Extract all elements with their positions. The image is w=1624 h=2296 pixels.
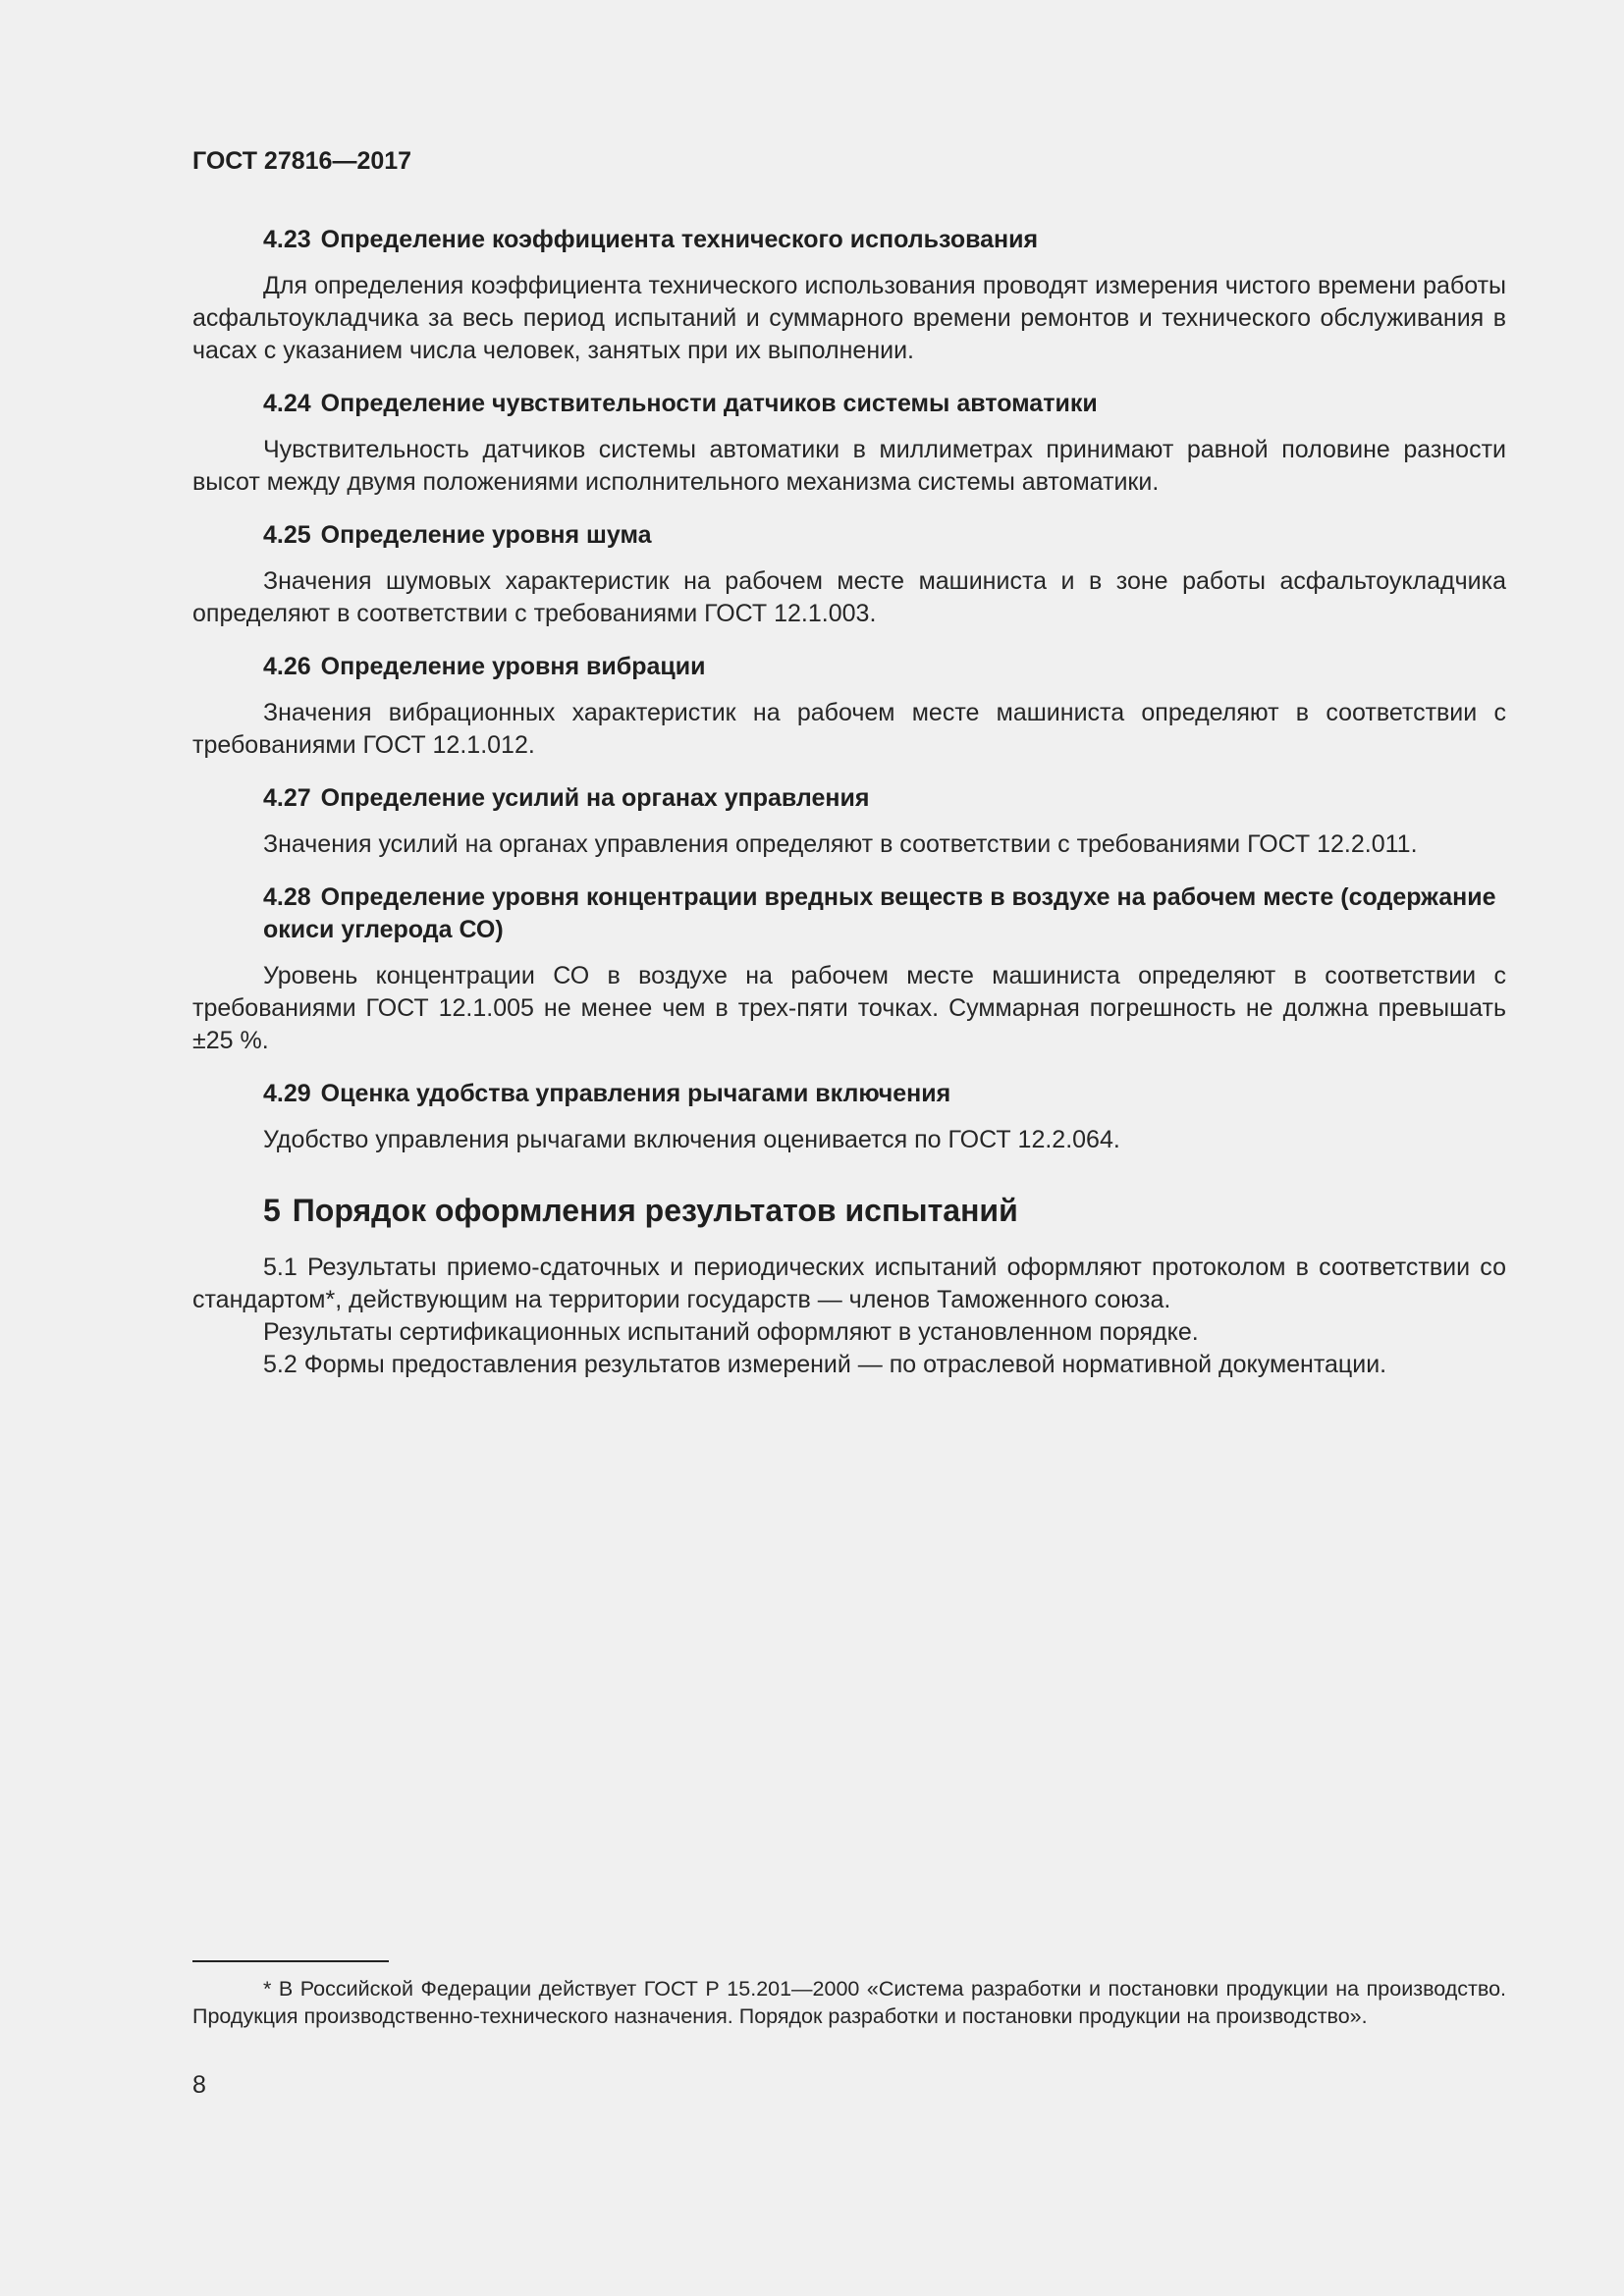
subsection-title: Определение уровня вибрации bbox=[320, 653, 706, 680]
subsection-title: Определение уровня концентрации вредных веществ в воздухе на рабочем месте (содержание окиси углерода СО) bbox=[263, 883, 1496, 943]
section-title: Порядок оформления результатов испытаний bbox=[292, 1193, 1018, 1228]
subsection-4-25 bbox=[192, 519, 1506, 630]
paragraph: Для определения коэффициента технического использования проводят измерения чистого времени работы асфальтоукладчика за весь период испытаний и суммарного времени ремонтов и технического обслуживания в часах с указанием числа человек, занятых при их выполнении. bbox=[192, 272, 1506, 364]
subsection-number: 4.25 bbox=[263, 521, 311, 549]
section-5-heading bbox=[192, 1191, 1506, 1230]
subsection-4-29 bbox=[192, 1078, 1506, 1156]
subsection-heading bbox=[192, 651, 1506, 683]
paragraph: Значения вибрационных характеристик на рабочем месте машиниста определяют в соответствии с требованиями ГОСТ 12.1.012. bbox=[192, 699, 1506, 759]
subsection-heading bbox=[192, 224, 1506, 256]
subsection-4-28 bbox=[192, 881, 1506, 1057]
subsection-title: Определение коэффициента технического использования bbox=[320, 226, 1039, 253]
section-number: 5 bbox=[263, 1193, 281, 1228]
subsection-4-26 bbox=[192, 651, 1506, 762]
subsection-heading bbox=[192, 388, 1506, 420]
subsection-4-24 bbox=[192, 388, 1506, 499]
paragraph-5-2: 5.2 Формы предоставления результатов измерений — по отраслевой нормативной документации. bbox=[263, 1351, 1387, 1378]
subsection-number: 4.28 bbox=[263, 883, 311, 911]
subsection-title: Определение уровня шума bbox=[320, 521, 652, 549]
subsection-title: Определение чувствительности датчиков системы автоматики bbox=[320, 390, 1098, 417]
subsection-4-23 bbox=[192, 224, 1506, 367]
paragraph: Удобство управления рычагами включения оценивается по ГОСТ 12.2.064. bbox=[263, 1126, 1120, 1153]
document-body bbox=[192, 224, 1506, 1381]
subsection-number: 4.23 bbox=[263, 226, 311, 253]
subsection-heading bbox=[192, 782, 1506, 815]
document-code-header: ГОСТ 27816—2017 bbox=[192, 147, 412, 175]
subsection-number: 4.24 bbox=[263, 390, 311, 417]
paragraph: Чувствительность датчиков системы автоматики в миллиметрах принимают равной половине разности высот между двумя положениями исполнительного механизма системы автоматики. bbox=[192, 436, 1506, 496]
subsection-number: 4.29 bbox=[263, 1080, 311, 1107]
paragraph: Значения шумовых характеристик на рабочем месте машиниста и в зоне работы асфальтоукладчика определяют в соответствии с требованиями ГОСТ 12.1.003. bbox=[192, 567, 1506, 627]
subsection-4-27 bbox=[192, 782, 1506, 861]
subsection-title: Определение усилий на органах управления bbox=[320, 784, 870, 812]
subsection-number: 4.27 bbox=[263, 784, 311, 812]
paragraph-certification: Результаты сертификационных испытаний оформляют в установленном порядке. bbox=[263, 1318, 1199, 1346]
footnote: * В Российской Федерации действует ГОСТ Р 15.201—2000 «Система разработки и постановки продукции на производство. Продукция производственно-технического назначения. Порядок разработки и постановки продукции на производство». bbox=[192, 1977, 1506, 2028]
footnote-separator bbox=[192, 1960, 389, 1962]
paragraph-5-1: 5.1 Результаты приемо-сдаточных и периодических испытаний оформляют протоколом в соответствии со стандартом*, действующим на территории государств — членов Таможенного союза. bbox=[192, 1254, 1506, 1313]
paragraph: Значения усилий на органах управления определяют в соответствии с требованиями ГОСТ 12.2.011. bbox=[263, 830, 1418, 858]
subsection-heading bbox=[192, 519, 1506, 552]
page-number: 8 bbox=[192, 2071, 206, 2099]
subsection-title: Оценка удобства управления рычагами включения bbox=[320, 1080, 951, 1107]
subsection-heading bbox=[192, 1078, 1506, 1110]
paragraph: Уровень концентрации СО в воздухе на рабочем месте машиниста определяют в соответствии с требованиями ГОСТ 12.1.005 не менее чем в трех-пяти точках. Суммарная погрешность не должна превышать ±25 %. bbox=[192, 962, 1506, 1054]
subsection-number: 4.26 bbox=[263, 653, 311, 680]
subsection-heading bbox=[192, 881, 1506, 946]
